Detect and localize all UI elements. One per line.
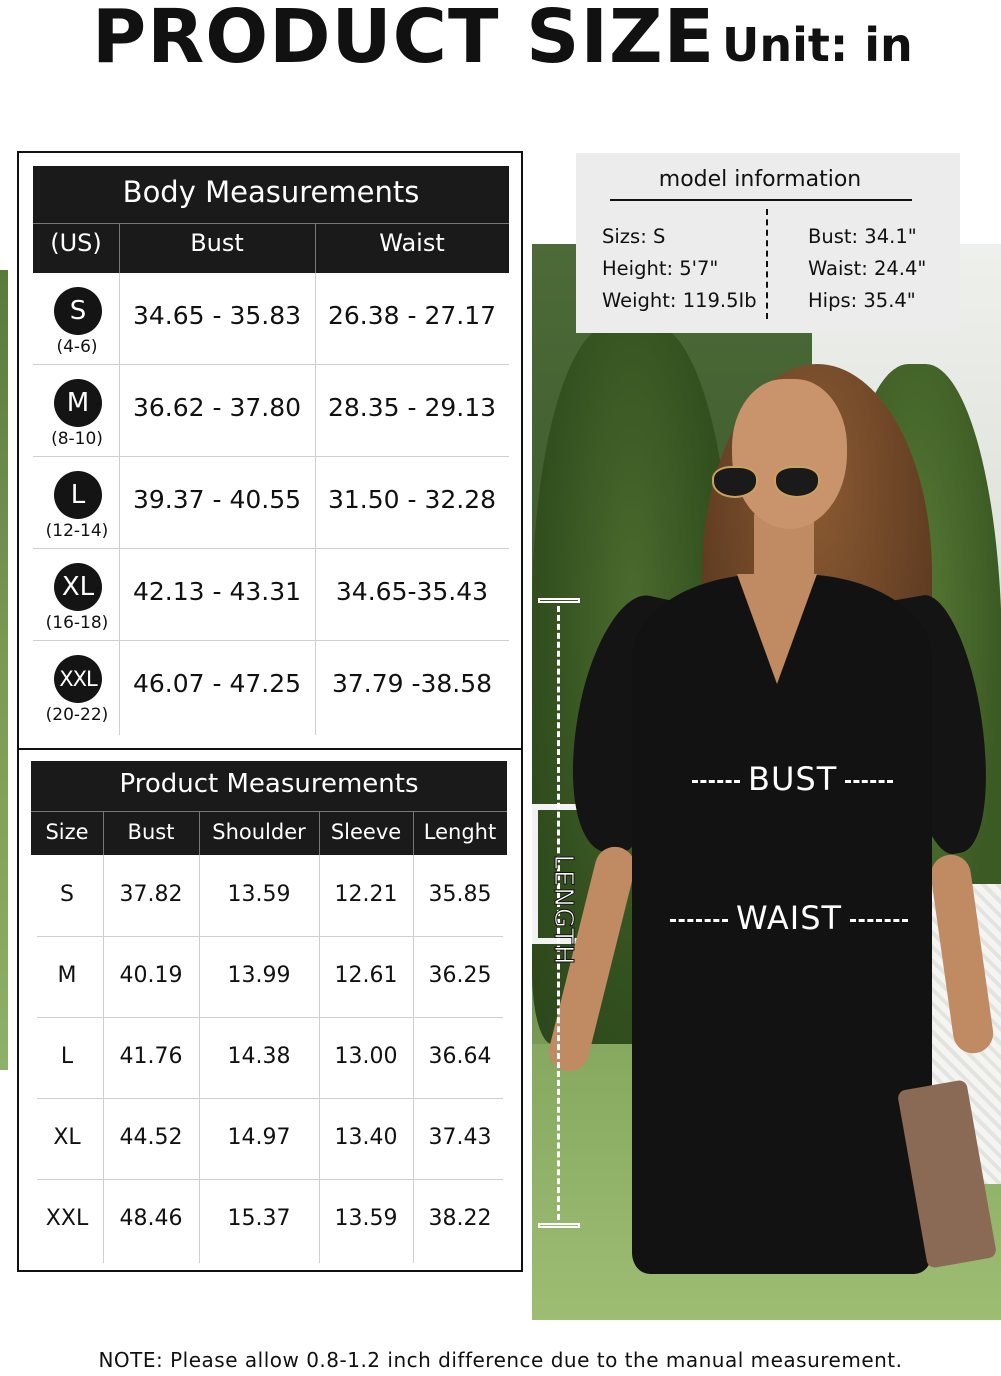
model-info-divider (766, 209, 768, 319)
waist-range: 37.79 -38.58 (331, 669, 493, 698)
model-info-rule (610, 199, 912, 201)
page-title: PRODUCT SIZE (92, 0, 716, 80)
table-row (37, 1099, 503, 1180)
prod-sleeve: 13.59 (334, 1206, 398, 1231)
table-row (33, 641, 509, 733)
prod-shoulder: 14.97 (227, 1125, 291, 1150)
model-height: Height: 5'7" (602, 257, 719, 280)
prod-size: XXL (45, 1206, 89, 1231)
model-info-card (576, 153, 960, 333)
prod-length: 38.22 (428, 1206, 492, 1231)
bust-range: 34.65 - 35.83 (132, 301, 302, 330)
model-size: Sizs: S (602, 225, 666, 248)
prod-length: 37.43 (428, 1125, 492, 1150)
waist-marker-text: WAIST (736, 899, 843, 937)
sunglasses-icon (712, 466, 824, 496)
bust-range: 42.13 - 43.31 (132, 577, 302, 606)
dash-line (845, 780, 893, 783)
prod-shoulder: 15.37 (227, 1206, 291, 1231)
dash-line (850, 919, 908, 922)
prod-sleeve: 12.21 (334, 882, 398, 907)
measurement-note: NOTE: Please allow 0.8-1.2 inch difference due to the manual measurement. (98, 1348, 903, 1372)
prod-bust: 44.52 (119, 1125, 183, 1150)
size-badge: S (54, 287, 102, 335)
waist-range: 34.65-35.43 (335, 577, 489, 606)
prod-size: L (60, 1044, 74, 1069)
prod-sleeve: 12.61 (334, 963, 398, 988)
prod-shoulder: 13.59 (227, 882, 291, 907)
prod-size: M (57, 963, 77, 988)
prod-col-bust: Bust (127, 820, 175, 844)
prod-size: XL (53, 1125, 81, 1150)
model-bust: Bust: 34.1" (808, 225, 917, 248)
prod-col-shoulder: Shoulder (212, 820, 306, 844)
us-size: (12-14) (45, 521, 109, 541)
size-badge: XL (54, 563, 102, 611)
table-row (33, 457, 509, 549)
model-weight: Weight: 119.5Ib (602, 289, 757, 312)
model-face (732, 379, 847, 529)
prod-length: 36.64 (428, 1044, 492, 1069)
bust-marker (684, 760, 901, 798)
size-badge: L (54, 471, 102, 519)
product-table-header (31, 761, 507, 855)
header-rule (33, 223, 509, 224)
table-row (33, 365, 509, 457)
unit-label: Unit: in (722, 18, 913, 72)
waist-range: 28.35 - 29.13 (327, 393, 497, 422)
length-cap-top (538, 598, 580, 603)
bust-marker-text: BUST (748, 760, 838, 798)
table-row (37, 1018, 503, 1099)
model-hips: Hips: 35.4" (808, 289, 916, 312)
dash-line (692, 780, 740, 783)
body-col-waist: Waist (379, 229, 445, 257)
prod-bust: 48.46 (119, 1206, 183, 1231)
body-col-us: (US) (50, 229, 102, 257)
background-photo-strip (0, 270, 8, 1070)
waist-marker (662, 899, 916, 937)
header (0, 0, 1001, 86)
body-table-header (33, 166, 509, 273)
prod-length: 35.85 (428, 882, 492, 907)
body-col-bust: Bust (190, 229, 244, 257)
model-info-title: model information (658, 167, 862, 192)
prod-bust: 40.19 (119, 963, 183, 988)
dress-neckline (737, 574, 817, 684)
waist-range: 31.50 - 32.28 (327, 485, 497, 514)
prod-shoulder: 14.38 (227, 1044, 291, 1069)
prod-col-sleeve: Sleeve (330, 820, 402, 844)
body-table-title: Body Measurements (122, 175, 420, 209)
prod-shoulder: 13.99 (227, 963, 291, 988)
us-size: (20-22) (45, 705, 109, 725)
waist-range: 26.38 - 27.17 (327, 301, 497, 330)
table-row (33, 273, 509, 365)
us-size: (4-6) (56, 337, 98, 357)
prod-sleeve: 13.40 (334, 1125, 398, 1150)
us-size: (16-18) (45, 613, 109, 633)
product-table-title: Product Measurements (119, 769, 419, 799)
us-size: (8-10) (51, 429, 103, 449)
prod-col-length: Lenght (423, 820, 497, 844)
dash-line (670, 919, 728, 922)
size-badge: M (54, 379, 102, 427)
bust-range: 39.37 - 40.55 (132, 485, 302, 514)
length-label (543, 854, 583, 966)
product-measurements-table (17, 748, 523, 1272)
prod-bust: 41.76 (119, 1044, 183, 1069)
bust-range: 46.07 - 47.25 (132, 669, 302, 698)
table-row (33, 549, 509, 641)
model-info-left (602, 221, 757, 317)
model-info-right (808, 221, 926, 317)
length-label-text: LENGTH (548, 854, 578, 966)
table-row (37, 1180, 503, 1261)
table-row (37, 856, 503, 937)
size-badge: XXL (54, 655, 102, 703)
model-waist: Waist: 24.4" (808, 257, 927, 280)
prod-length: 36.25 (428, 963, 492, 988)
bust-range: 36.62 - 37.80 (132, 393, 302, 422)
length-cap-bottom (538, 1223, 580, 1228)
prod-col-size: Size (45, 820, 89, 844)
body-measurements-table (17, 151, 523, 751)
prod-bust: 37.82 (119, 882, 183, 907)
prod-sleeve: 13.00 (334, 1044, 398, 1069)
prod-size: S (60, 882, 74, 907)
table-row (37, 937, 503, 1018)
